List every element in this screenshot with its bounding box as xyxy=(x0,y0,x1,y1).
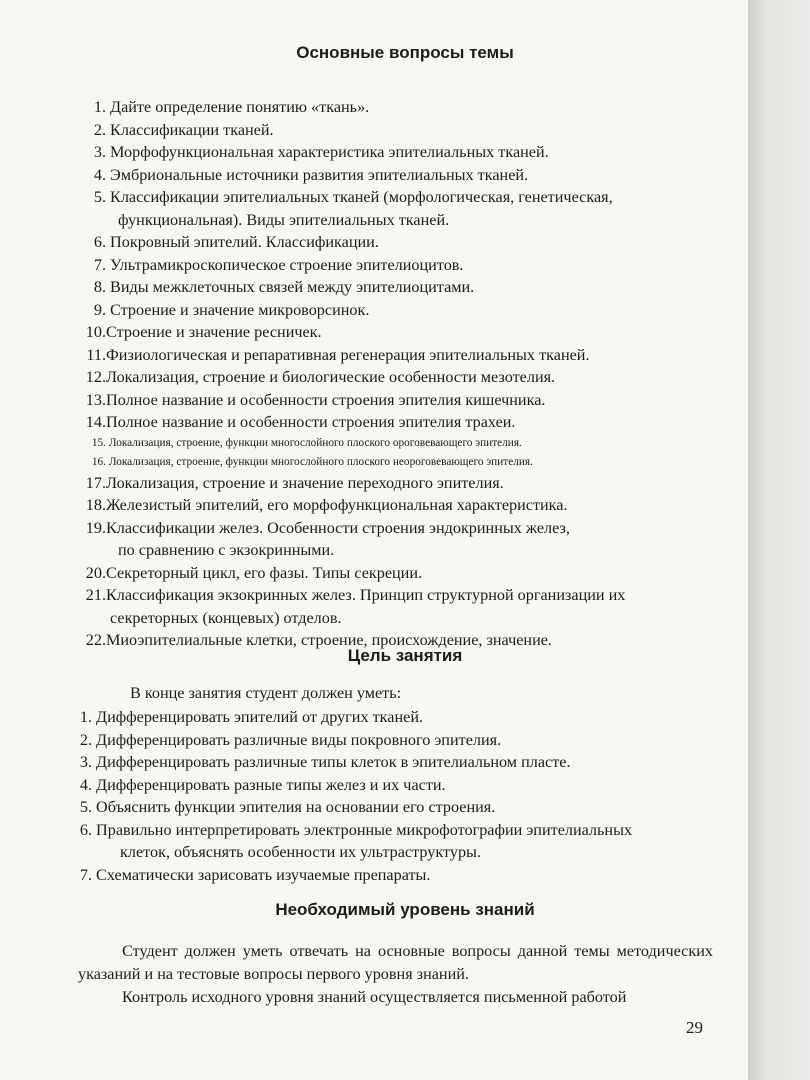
list-item: 18.Железистый эпителий, его морфофункциональная характеристика. xyxy=(85,496,568,514)
list-item: 11.Физиологическая и репаративная регенерация эпителиальных тканей. xyxy=(86,345,590,364)
list-item: 17.Локализация, строение и значение переходного эпителия. xyxy=(85,473,504,492)
list-item: 20.Секреторный цикл, его фазы. Типы секреции. xyxy=(85,563,423,582)
list-item: 19.Классификации желез. Особенности строения эндокринных желез, по сравнению с экзокринными. xyxy=(85,518,570,559)
list-item: 4. Дифференцировать разные типы желез и их части. xyxy=(79,775,446,794)
list-item: 9. Строение и значение микроворсинок. xyxy=(93,300,370,319)
list-item: 5. Объяснить функции эпителия на основании его строения. xyxy=(79,798,496,816)
list-item: 1. Дайте определение понятию «ткань». xyxy=(93,98,370,116)
goal-list xyxy=(76,706,726,886)
list-item: 21.Классификация экзокринных желез. Принцип структурной организации их секреторных (концевых) отделов. xyxy=(85,586,626,627)
list-item: 8. Виды межклеточных связей между эпителиоцитами. xyxy=(93,278,475,296)
list-item: 16. Локализация, строение, функции многослойного плоского неороговевающего эпителия. xyxy=(91,455,533,468)
list-item: 10.Строение и значение ресничек. xyxy=(85,323,322,341)
page-edge xyxy=(748,0,810,1080)
list-item: 6. Покровный эпителий. Классификации. xyxy=(93,233,379,251)
list-item: 12.Локализация, строение и биологические особенности мезотелия. xyxy=(85,368,556,386)
list-item: 7. Ультрамикроскопическое строение эпителиоцитов. xyxy=(93,255,464,274)
goal-intro: В конце занятия студент должен уметь: xyxy=(130,684,402,702)
goal-heading: Цель занятия xyxy=(347,646,463,665)
questions-heading: Основные вопросы темы xyxy=(296,43,514,62)
list-item: 7. Схематически зарисовать изучаемые препараты. xyxy=(79,865,431,884)
list-item: 22.Миоэпителиальные клетки, строение, происхождение, значение. xyxy=(85,631,552,649)
list-item: 6. Правильно интерпретировать электронные микрофотографии эпителиальных клеток, объяснять особенности их ультраструктуры. xyxy=(79,820,633,861)
page-number: 29 xyxy=(686,1018,703,1037)
list-item: 2. Дифференцировать различные виды покровного эпителия. xyxy=(79,730,502,749)
level-paragraph-1: Студент должен уметь отвечать на основные вопросы данной темы методических указаний и на тестовые вопросы первого уровня знаний. xyxy=(78,942,713,983)
list-item: 1. Дифференцировать эпителий от других тканей. xyxy=(79,708,424,726)
level-heading: Необходимый уровень знаний xyxy=(275,900,535,919)
list-item: 2. Классификации тканей. xyxy=(93,120,274,139)
list-item: 13.Полное название и особенности строения эпителия кишечника. xyxy=(85,390,546,409)
list-item: 15. Локализация, строение, функции многослойного плоского ороговевающего эпителия. xyxy=(91,436,522,449)
level-paragraph-2: Контроль исходного уровня знаний осуществляется письменной работой xyxy=(122,988,627,1006)
list-item: 3. Дифференцировать различные типы клеток в эпителиальном пласте. xyxy=(79,753,571,771)
list-item: 3. Морфофункциональная характеристика эпителиальных тканей. xyxy=(93,143,549,161)
questions-list xyxy=(80,96,720,652)
list-item: 5. Классификации эпителиальных тканей (морфологическая, генетическая, функциональная). Виды эпителиальных тканей. xyxy=(93,188,613,229)
list-item: 4. Эмбриональные источники развития эпителиальных тканей. xyxy=(93,165,529,184)
list-item: 14.Полное название и особенности строения эпителия трахеи. xyxy=(85,413,516,431)
